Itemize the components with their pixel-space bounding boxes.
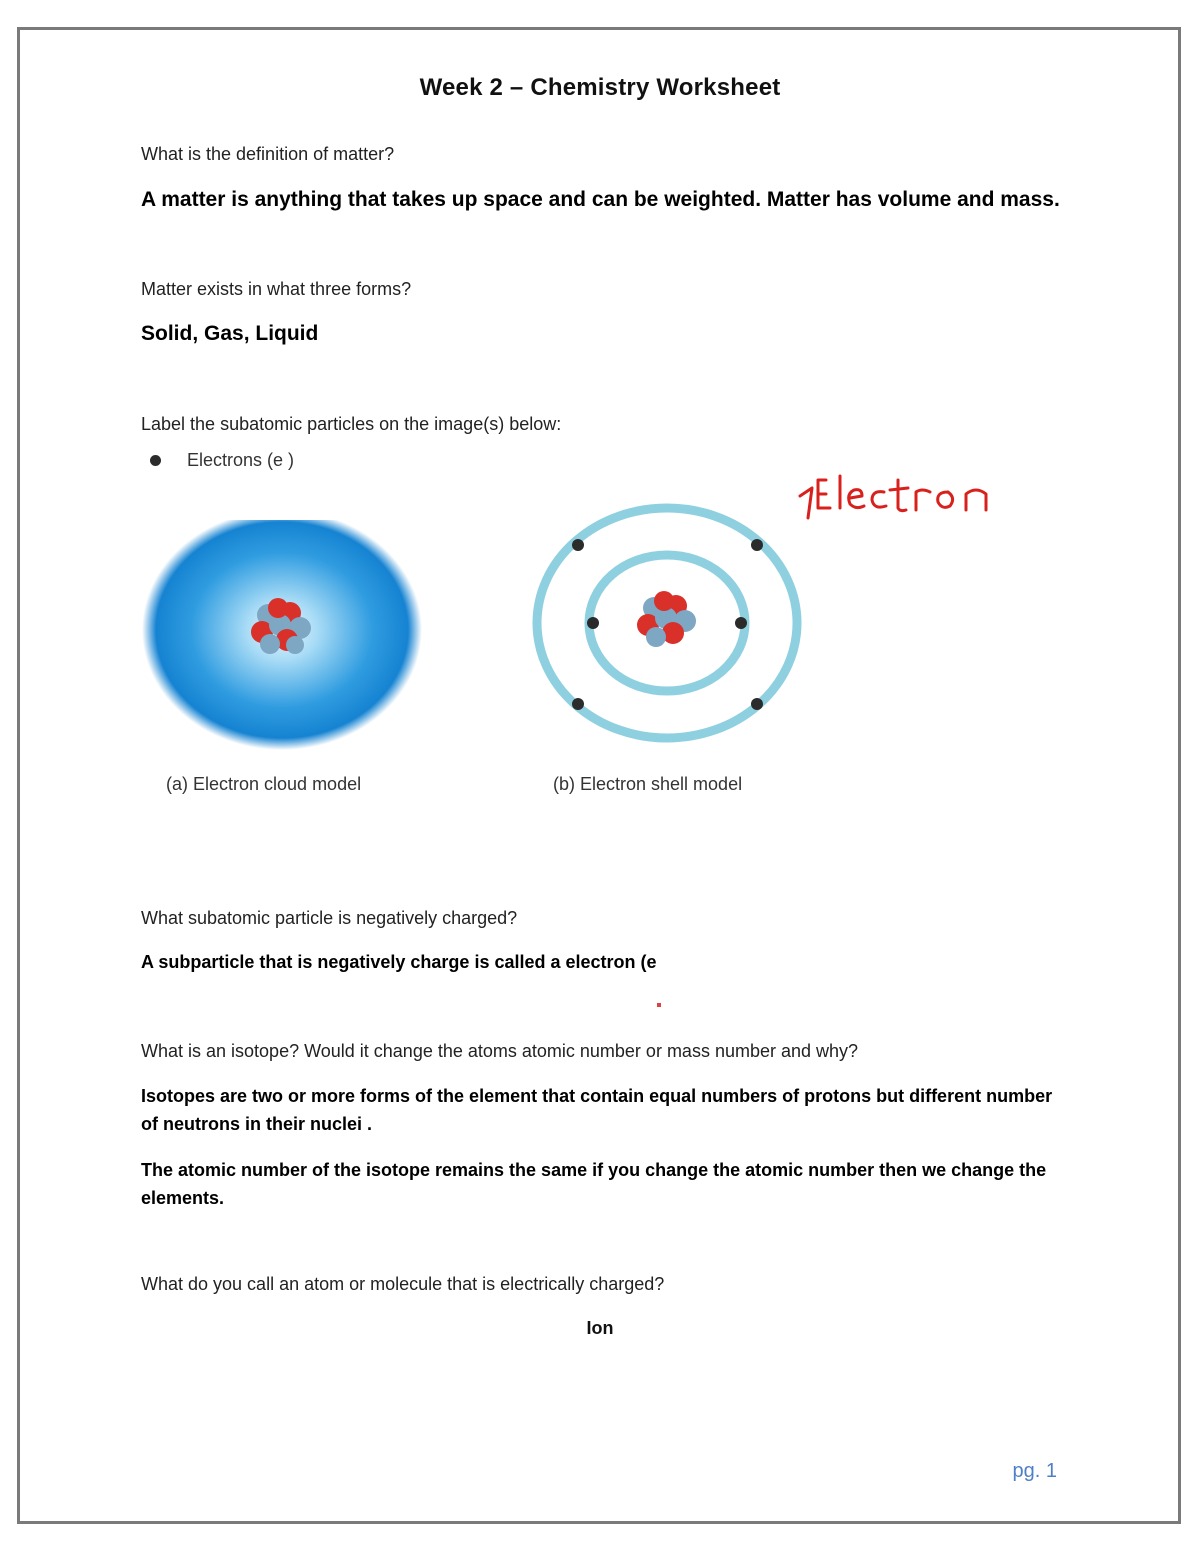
electron-legend-label: Electrons (e ) xyxy=(187,450,295,470)
question-2: Matter exists in what three forms? xyxy=(141,279,412,299)
stray-red-mark xyxy=(657,1003,661,1007)
page-title: Week 2 – Chemistry Worksheet xyxy=(419,74,781,101)
question-6: What do you call an atom or molecule that is electrically charged? xyxy=(141,1274,665,1294)
question-1: What is the definition of matter? xyxy=(141,144,395,164)
answer-6: Ion xyxy=(586,1318,614,1338)
electron-legend xyxy=(150,450,294,471)
handwritten-electron-label xyxy=(790,466,1010,526)
electron-dot-icon xyxy=(150,455,161,466)
answer-5-part-2: The atomic number of the isotope remains the same if you change the atomic number then we change the elements. xyxy=(141,1160,1047,1208)
answer-1: A matter is anything that takes up space and can be weighted. Matter has volume and mass. xyxy=(141,188,1060,211)
question-4: What subatomic particle is negatively charged? xyxy=(141,908,518,928)
caption-cloud-model: (a) Electron cloud model xyxy=(166,774,362,794)
question-3: Label the subatomic particles on the image(s) below: xyxy=(141,414,562,434)
electron-shell-model xyxy=(530,500,805,750)
answer-2: Solid, Gas, Liquid xyxy=(141,322,319,345)
question-5: What is an isotope? Would it change the atoms atomic number or mass number and why? xyxy=(141,1041,859,1061)
answer-5-part-1: Isotopes are two or more forms of the element that contain equal numbers of protons but different number of neutrons in their nuclei . xyxy=(141,1086,1053,1134)
caption-shell-model: (b) Electron shell model xyxy=(553,774,743,794)
page-number: pg. 1 xyxy=(1012,1460,1057,1482)
nucleus-icon xyxy=(637,591,696,647)
electron-cloud-model xyxy=(140,520,430,760)
answer-4: A subparticle that is negatively charge is called a electron (e xyxy=(141,952,657,972)
